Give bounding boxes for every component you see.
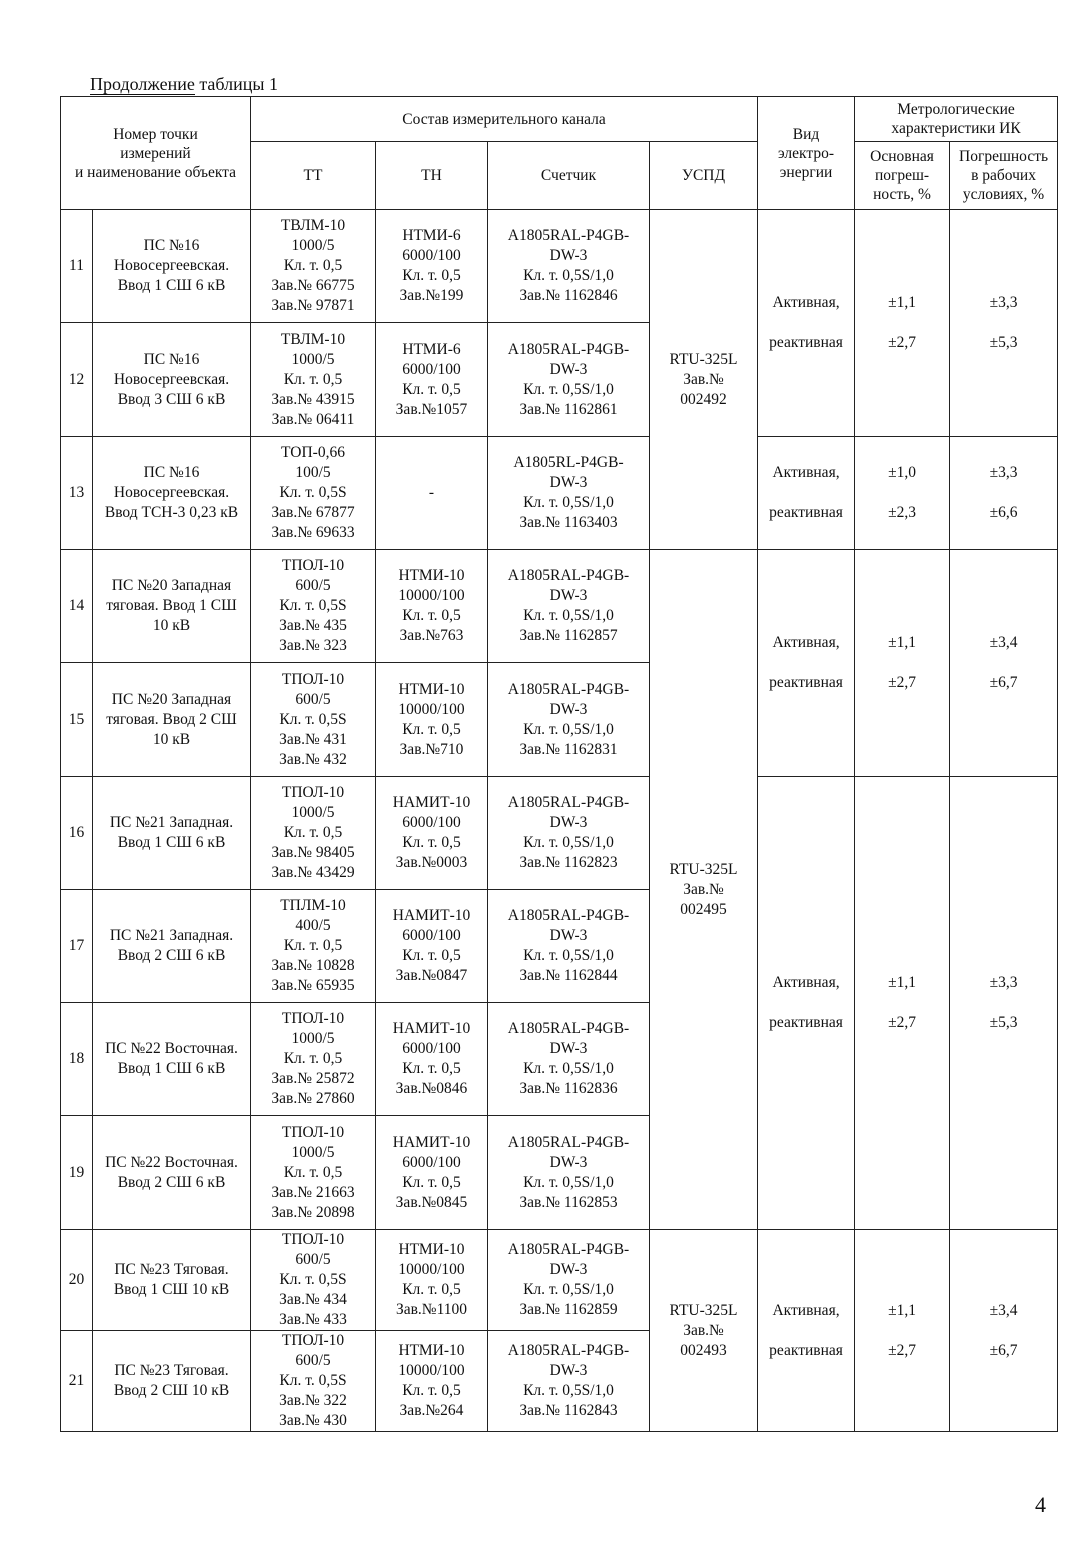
tt-cell: ТПОЛ-10 600/5 Кл. т. 0,5S Зав.№ 322 Зав.№ 430 (251, 1331, 376, 1432)
work-error-reactive: ±5,3 (989, 334, 1018, 351)
header-tt: ТТ (251, 142, 376, 210)
measurement-channels-table (60, 96, 1058, 1432)
basic-error-cell (855, 550, 950, 777)
table-row (61, 550, 1058, 663)
uspd-cell: RTU-325L Зав.№ 002493 (650, 1230, 758, 1432)
header-work-error: Погрешность в рабочих условиях, % (950, 142, 1058, 210)
work-error-cell (950, 437, 1058, 550)
tn-cell: НТМИ-10 10000/100 Кл. т. 0,5 Зав.№1100 (376, 1230, 488, 1331)
energy-type-cell (758, 1230, 855, 1432)
header-energy: Вид электро- энергии (758, 97, 855, 210)
object-name: ПС №20 Западная тяговая. Ввод 1 СШ 10 кВ (93, 550, 251, 663)
tt-cell: ТПОЛ-10 600/5 Кл. т. 0,5S Зав.№ 435 Зав.№ 323 (251, 550, 376, 663)
tn-cell: - (376, 437, 488, 550)
tt-cell: ТПОЛ-10 1000/5 Кл. т. 0,5 Зав.№ 25872 Зав.№ 27860 (251, 1003, 376, 1116)
work-error-active: ±3,3 (989, 464, 1018, 481)
basic-error-active: ±1,0 (888, 464, 916, 481)
tt-cell: ТПЛМ-10 400/5 Кл. т. 0,5 Зав.№ 10828 Зав.№ 65935 (251, 890, 376, 1003)
tn-cell: НАМИТ-10 6000/100 Кл. т. 0,5 Зав.№0003 (376, 777, 488, 890)
work-error-cell (950, 550, 1058, 777)
table-row (61, 437, 1058, 550)
meter-cell: A1805RAL-P4GB- DW-3 Кл. т. 0,5S/1,0 Зав.№ 1162836 (488, 1003, 650, 1116)
energy-type-cell (758, 777, 855, 1230)
energy-type-cell (758, 550, 855, 777)
caption-rest: таблицы 1 (194, 74, 278, 94)
meter-cell: A1805RAL-P4GB- DW-3 Кл. т. 0,5S/1,0 Зав.№ 1162853 (488, 1116, 650, 1230)
row-number: 20 (61, 1230, 93, 1331)
energy-reactive: реактивная (769, 1014, 843, 1031)
row-number: 16 (61, 777, 93, 890)
caption-prefix: Продолжение (90, 74, 195, 94)
energy-type-cell (758, 210, 855, 437)
meter-cell: A1805RAL-P4GB- DW-3 Кл. т. 0,5S/1,0 Зав.№ 1162857 (488, 550, 650, 663)
energy-active: Активная, (772, 974, 840, 991)
meter-cell: A1805RAL-P4GB- DW-3 Кл. т. 0,5S/1,0 Зав.№ 1162846 (488, 210, 650, 323)
basic-error-active: ±1,1 (888, 1301, 916, 1319)
row-number: 12 (61, 323, 93, 437)
row-number: 11 (61, 210, 93, 323)
row-number: 14 (61, 550, 93, 663)
row-number: 21 (61, 1331, 93, 1432)
meter-cell: A1805RAL-P4GB- DW-3 Кл. т. 0,5S/1,0 Зав.№ 1162823 (488, 777, 650, 890)
work-error-reactive: ±5,3 (989, 1014, 1018, 1031)
work-error-cell (950, 210, 1058, 437)
object-name: ПС №22 Восточная. Ввод 2 СШ 6 кВ (93, 1116, 251, 1230)
work-error-cell (950, 777, 1058, 1230)
work-error-reactive: ±6,6 (989, 504, 1018, 521)
meter-cell: A1805RAL-P4GB- DW-3 Кл. т. 0,5S/1,0 Зав.№ 1162859 (488, 1230, 650, 1331)
object-name: ПС №16 Новосергеевская. Ввод 1 СШ 6 кВ (93, 210, 251, 323)
object-name: ПС №20 Западная тяговая. Ввод 2 СШ 10 кВ (93, 663, 251, 777)
work-error-active: ±3,3 (989, 294, 1018, 311)
basic-error-cell (855, 1230, 950, 1432)
energy-active: Активная, (772, 1301, 840, 1319)
table-row (61, 1230, 1058, 1331)
object-name: ПС №22 Восточная. Ввод 1 СШ 6 кВ (93, 1003, 251, 1116)
table-caption (90, 74, 278, 94)
object-name: ПС №23 Тяговая. Ввод 1 СШ 10 кВ (93, 1230, 251, 1331)
row-number: 18 (61, 1003, 93, 1116)
uspd-cell: RTU-325L Зав.№ 002495 (650, 550, 758, 1230)
basic-error-reactive: ±2,7 (888, 1341, 916, 1359)
tn-cell: НАМИТ-10 6000/100 Кл. т. 0,5 Зав.№0845 (376, 1116, 488, 1230)
tn-cell: НТМИ-10 10000/100 Кл. т. 0,5 Зав.№710 (376, 663, 488, 777)
energy-reactive: реактивная (769, 504, 843, 521)
energy-reactive: реактивная (769, 674, 843, 691)
work-error-reactive: ±6,7 (989, 674, 1018, 691)
header-uspd: УСПД (650, 142, 758, 210)
meter-cell: A1805RL-P4GB- DW-3 Кл. т. 0,5S/1,0 Зав.№ 1163403 (488, 437, 650, 550)
basic-error-reactive: ±2,7 (888, 674, 916, 691)
basic-error-cell (855, 437, 950, 550)
energy-reactive: реактивная (769, 1341, 843, 1359)
tt-cell: ТПОЛ-10 600/5 Кл. т. 0,5S Зав.№ 434 Зав.№ 433 (251, 1230, 376, 1331)
basic-error-active: ±1,1 (888, 294, 916, 311)
row-number: 13 (61, 437, 93, 550)
tt-cell: ТПОЛ-10 1000/5 Кл. т. 0,5 Зав.№ 21663 Зав.№ 20898 (251, 1116, 376, 1230)
work-error-active: ±3,3 (989, 974, 1018, 991)
tt-cell: ТПОЛ-10 600/5 Кл. т. 0,5S Зав.№ 431 Зав.№ 432 (251, 663, 376, 777)
tt-cell: ТПОЛ-10 1000/5 Кл. т. 0,5 Зав.№ 98405 Зав.№ 43429 (251, 777, 376, 890)
table-row (61, 777, 1058, 890)
basic-error-reactive: ±2,7 (888, 1014, 916, 1031)
energy-type-cell (758, 437, 855, 550)
work-error-active: ±3,4 (989, 1301, 1018, 1319)
object-name: ПС №21 Западная. Ввод 2 СШ 6 кВ (93, 890, 251, 1003)
header-metro: Метрологические характеристики ИК (855, 97, 1058, 142)
header-point: Номер точки измерений и наименование объекта (61, 97, 251, 210)
meter-cell: A1805RAL-P4GB- DW-3 Кл. т. 0,5S/1,0 Зав.№ 1162844 (488, 890, 650, 1003)
object-name: ПС №23 Тяговая. Ввод 2 СШ 10 кВ (93, 1331, 251, 1432)
header-tn: ТН (376, 142, 488, 210)
tn-cell: НАМИТ-10 6000/100 Кл. т. 0,5 Зав.№0847 (376, 890, 488, 1003)
object-name: ПС №16 Новосергеевская. Ввод 3 СШ 6 кВ (93, 323, 251, 437)
tn-cell: НАМИТ-10 6000/100 Кл. т. 0,5 Зав.№0846 (376, 1003, 488, 1116)
page-number: 4 (1035, 1492, 1046, 1517)
meter-cell: A1805RAL-P4GB- DW-3 Кл. т. 0,5S/1,0 Зав.№ 1162843 (488, 1331, 650, 1432)
work-error-active: ±3,4 (989, 634, 1018, 651)
tn-cell: НТМИ-6 6000/100 Кл. т. 0,5 Зав.№199 (376, 210, 488, 323)
meter-cell: A1805RAL-P4GB- DW-3 Кл. т. 0,5S/1,0 Зав.№ 1162831 (488, 663, 650, 777)
tn-cell: НТМИ-10 10000/100 Кл. т. 0,5 Зав.№763 (376, 550, 488, 663)
row-number: 19 (61, 1116, 93, 1230)
header-composition: Состав измерительного канала (251, 97, 758, 142)
object-name: ПС №21 Западная. Ввод 1 СШ 6 кВ (93, 777, 251, 890)
energy-reactive: реактивная (769, 334, 843, 351)
tn-cell: НТМИ-10 10000/100 Кл. т. 0,5 Зав.№264 (376, 1331, 488, 1432)
tt-cell: ТВЛМ-10 1000/5 Кл. т. 0,5 Зав.№ 66775 Зав.№ 97871 (251, 210, 376, 323)
tn-cell: НТМИ-6 6000/100 Кл. т. 0,5 Зав.№1057 (376, 323, 488, 437)
basic-error-reactive: ±2,7 (888, 334, 916, 351)
tt-cell: ТОП-0,66 100/5 Кл. т. 0,5S Зав.№ 67877 Зав.№ 69633 (251, 437, 376, 550)
tt-cell: ТВЛМ-10 1000/5 Кл. т. 0,5 Зав.№ 43915 Зав.№ 06411 (251, 323, 376, 437)
basic-error-reactive: ±2,3 (888, 504, 916, 521)
row-number: 17 (61, 890, 93, 1003)
work-error-cell (950, 1230, 1058, 1432)
work-error-reactive: ±6,7 (989, 1341, 1018, 1359)
basic-error-active: ±1,1 (888, 634, 916, 651)
basic-error-cell (855, 777, 950, 1230)
energy-active: Активная, (772, 464, 840, 481)
header-basic-error: Основная погреш- ность, % (855, 142, 950, 210)
header-meter: Счетчик (488, 142, 650, 210)
energy-active: Активная, (772, 294, 840, 311)
table-row (61, 210, 1058, 323)
basic-error-cell (855, 210, 950, 437)
basic-error-active: ±1,1 (888, 974, 916, 991)
meter-cell: A1805RAL-P4GB- DW-3 Кл. т. 0,5S/1,0 Зав.№ 1162861 (488, 323, 650, 437)
object-name: ПС №16 Новосергеевская. Ввод ТСН-3 0,23 кВ (93, 437, 251, 550)
row-number: 15 (61, 663, 93, 777)
energy-active: Активная, (772, 634, 840, 651)
uspd-cell: RTU-325L Зав.№ 002492 (650, 210, 758, 550)
